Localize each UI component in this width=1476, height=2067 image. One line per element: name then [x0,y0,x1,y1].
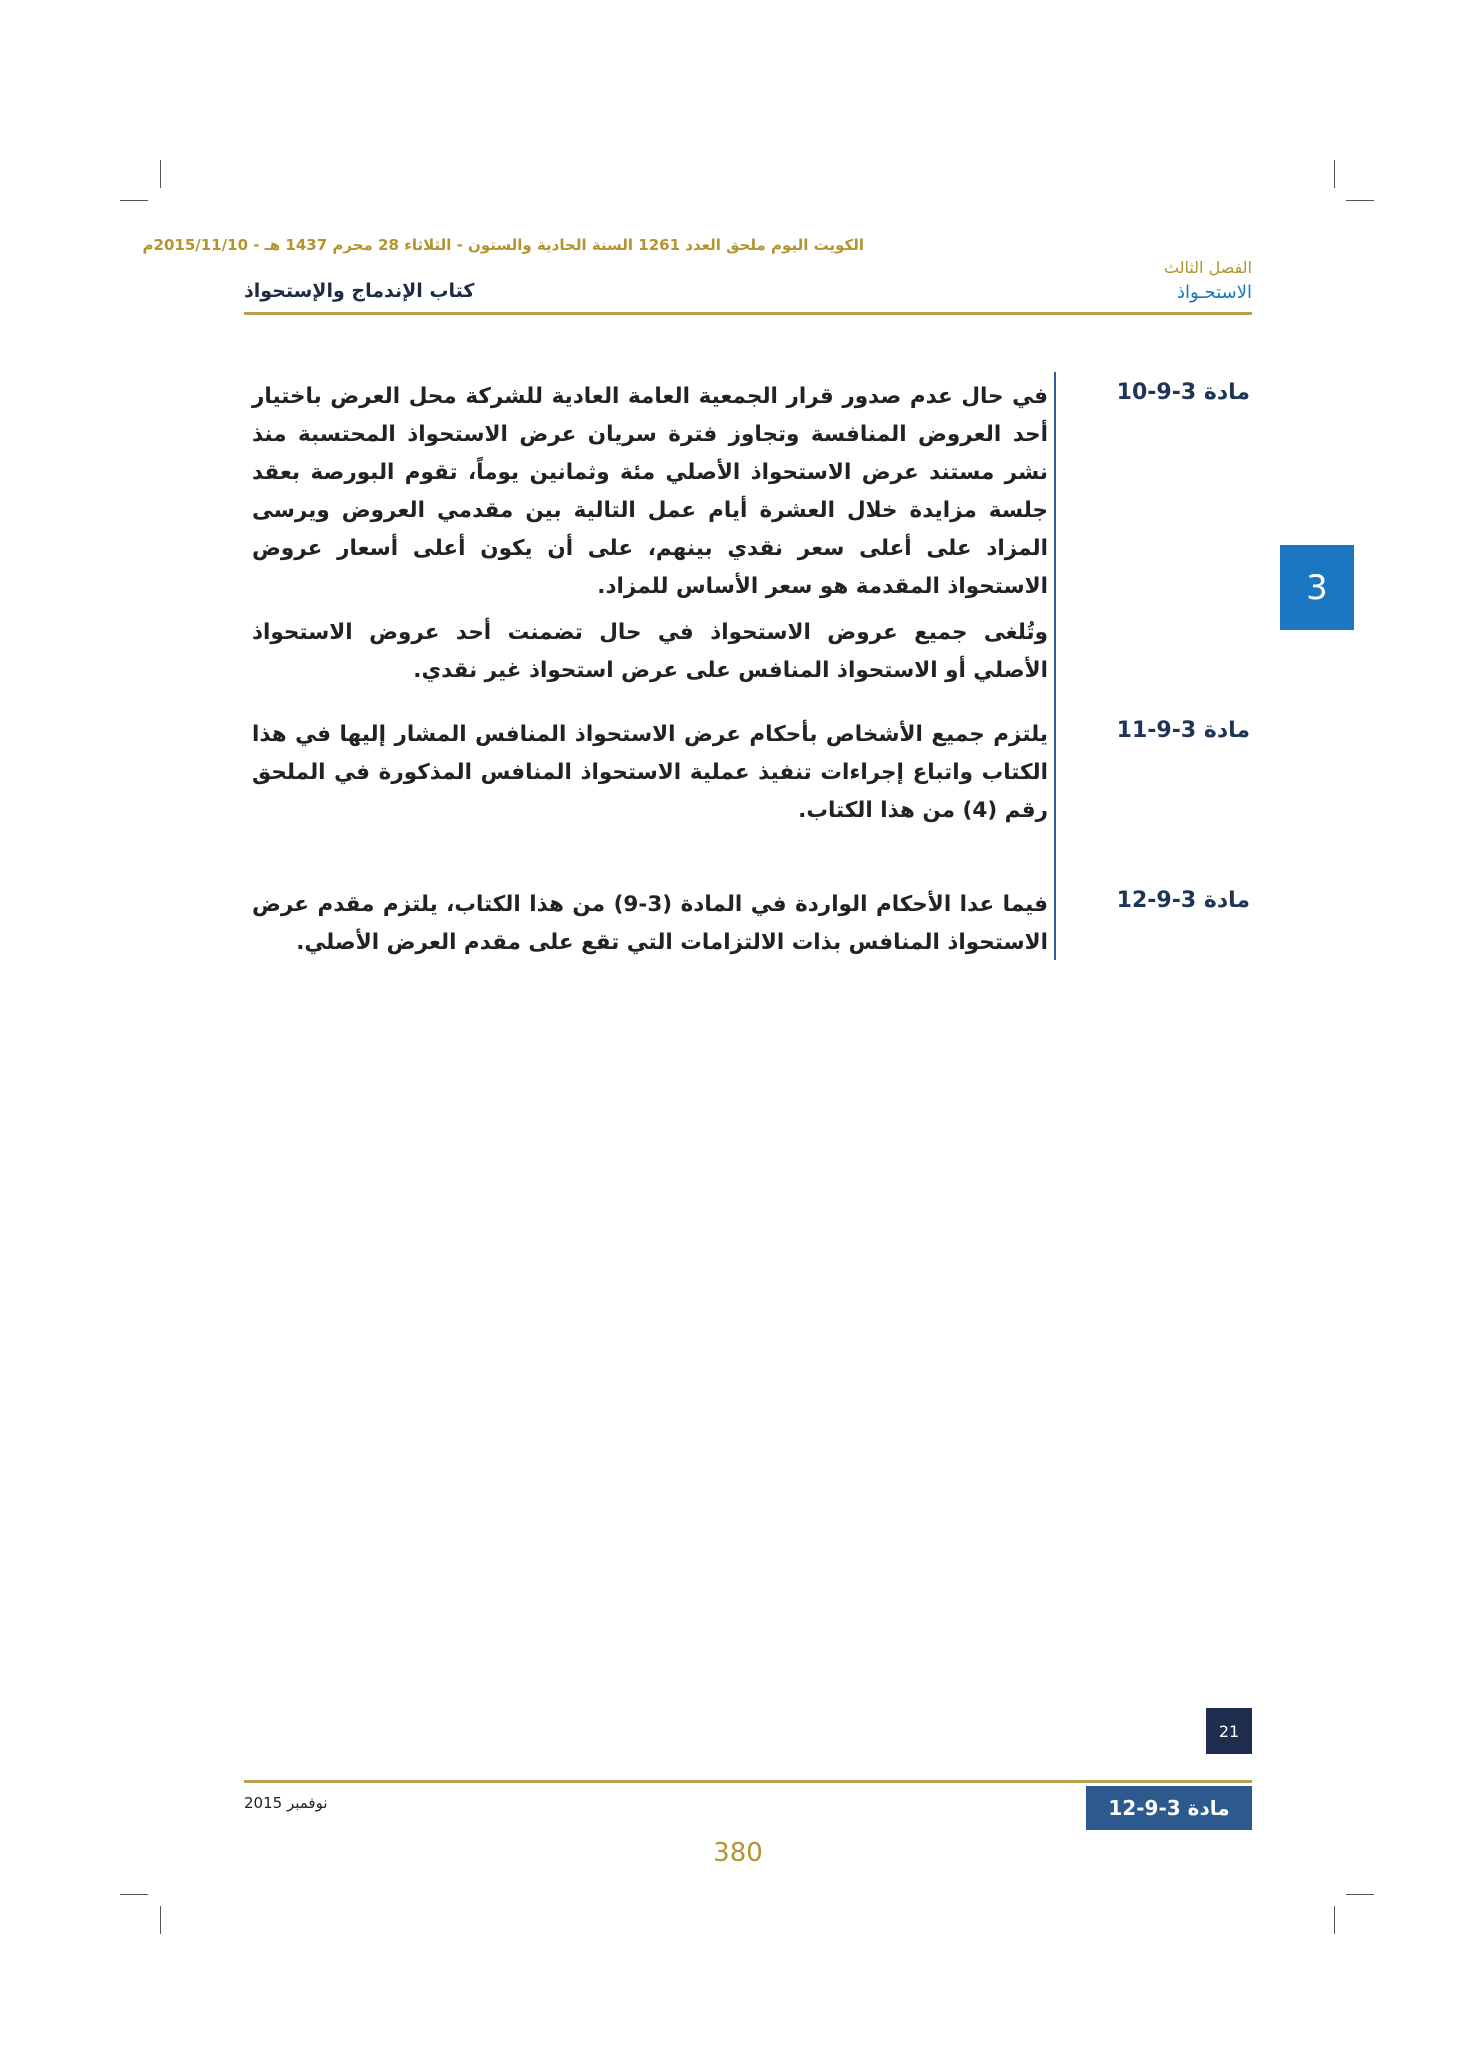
section-label: الاستحـواذ [1177,282,1252,303]
crop-mark-top-left [160,160,161,188]
article-paragraph: وتُلغى جميع عروض الاستحواذ في حال تضمنت أحد عروض الاستحواذ الأصلي أو الاستحواذ المنافس على عرض استحواذ غير نقدي. [252,620,1048,683]
article-paragraph: في حال عدم صدور قرار الجمعية العامة العادية للشركة محل العرض باختيار أحد العروض المنافسة وتجاوز فترة سريان عرض الاستحواذ المحتسبة منذ نشر مستند عرض الاستحواذ الأصلي مئة وثمانين يوماً، تقوم البورصة بعقد جلسة مزايدة خلال العشرة أيام عمل التالية بين مقدمي العروض ويرسى المزاد على أعلى سعر نقدي بينهم، على أن يكون أعلى أسعار عروض الاستحواذ المقدمة هو سعر الأساس للمزاد. [252,384,1048,599]
crop-mark-bottom-right [1334,1906,1335,1934]
crop-mark-bottom-left [160,1906,161,1934]
page-number-badge: 21 [1206,1708,1252,1754]
chapter-tab: 3 [1280,545,1354,630]
footer-date: نوفمبر 2015 [244,1794,328,1812]
article-body [252,716,1048,838]
article-body [252,886,1048,970]
article-body [252,378,1048,698]
article-label: مادة 3-9-10 [1116,380,1250,405]
article-divider-line [1054,372,1056,960]
article-label: مادة 3-9-11 [1116,718,1250,743]
crop-mark-top-right-h [1346,200,1374,201]
crop-mark-bottom-right-h [1346,1894,1374,1895]
chapter-label: الفصل الثالث [1163,258,1252,277]
global-page-number: 380 [713,1838,763,1868]
crop-mark-top-right [1334,160,1335,188]
article-paragraph: فيما عدا الأحكام الواردة في المادة (3-9) من هذا الكتاب، يلتزم مقدم عرض الاستحواذ المنافس بذات الالتزامات التي تقع على مقدم العرض الأصلي. [252,892,1048,955]
article-paragraph: يلتزم جميع الأشخاص بأحكام عرض الاستحواذ المنافس المشار إليها في هذا الكتاب واتباع إجراءات تنفيذ عملية الاستحواذ المنافس المذكورة في الملحق رقم (4) من هذا الكتاب. [252,722,1048,823]
crop-mark-top-left-h [120,200,148,201]
crop-mark-bottom-left-h [120,1894,148,1895]
footer-divider [244,1780,1252,1783]
gazette-line: الكويت اليوم ملحق العدد 1261 السنة الحادية والستون - الثلاثاء 28 محرم 1437 هـ - 2015/11/10م [142,236,864,254]
article-label: مادة 3-9-12 [1116,888,1250,913]
header-divider [244,312,1252,315]
book-title: كتاب الإندماج والإستحواذ [244,280,475,302]
footer-article-label: مادة 3-9-12 [1086,1786,1252,1830]
